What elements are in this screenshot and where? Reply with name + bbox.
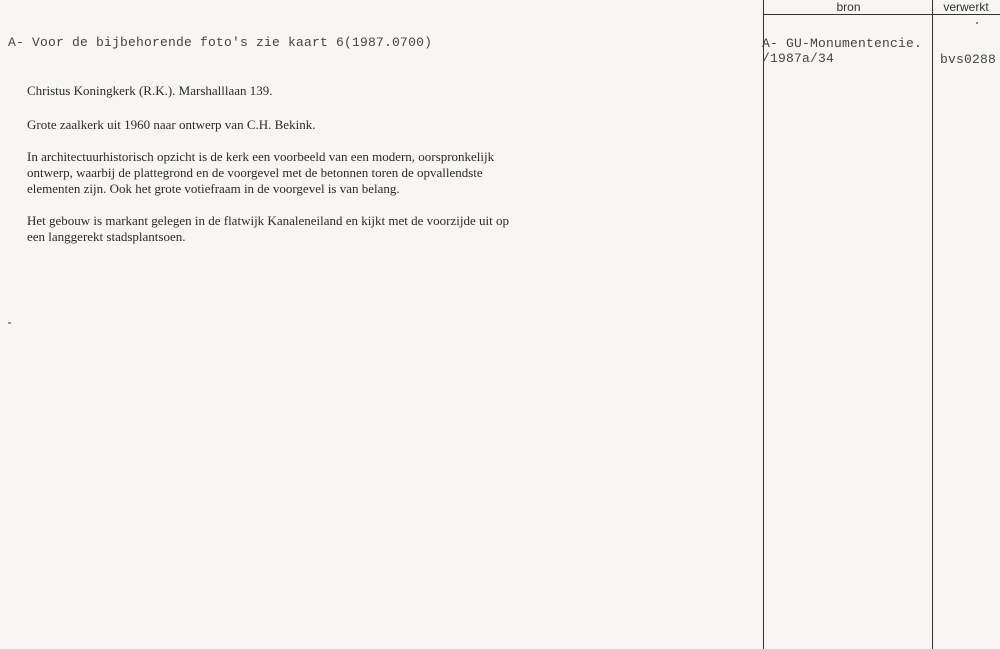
reference-line: A- Voor de bijbehorende foto's zie kaart 6(1987.0700) [8,35,433,50]
paragraph-line: elementen zijn. Ook het grote votiefraam in de voorgevel is van belang. [27,181,400,196]
paragraph-line: een langgerekt stadsplantsoen. [27,229,186,244]
verwerkt-column-divider [932,0,933,649]
ink-dot [976,22,978,24]
paragraph-line: ontwerp, waarbij de plattegrond en de voorgevel met de betonnen toren de opvallendste [27,165,483,180]
bron-entry-line-2: /1987a/34 [762,51,835,66]
verwerkt-code: bvs0288 [940,52,997,67]
ink-speck [8,322,11,324]
building-subtitle: Grote zaalkerk uit 1960 naar ontwerp van C.H. Bekink. [27,117,316,132]
paragraph-line: Het gebouw is markant gelegen in de flatwijk Kanaleneiland en kijkt met de voorzijde uit op [27,213,509,228]
bron-entry-line-1: A- GU-Monumentencie. [762,36,923,51]
bron-column-divider [763,0,764,649]
description-paragraph-1 [27,149,547,197]
verwerkt-column-header: verwerkt [943,0,989,14]
building-title: Christus Koningkerk (R.K.). Marshalllaan 139. [27,83,273,98]
header-underline [763,14,1000,15]
description-paragraph-2 [27,213,547,245]
bron-column-header: bron [836,0,861,14]
paragraph-line: In architectuurhistorisch opzicht is de kerk een voorbeeld van een modern, oorspronkelijk [27,149,495,164]
